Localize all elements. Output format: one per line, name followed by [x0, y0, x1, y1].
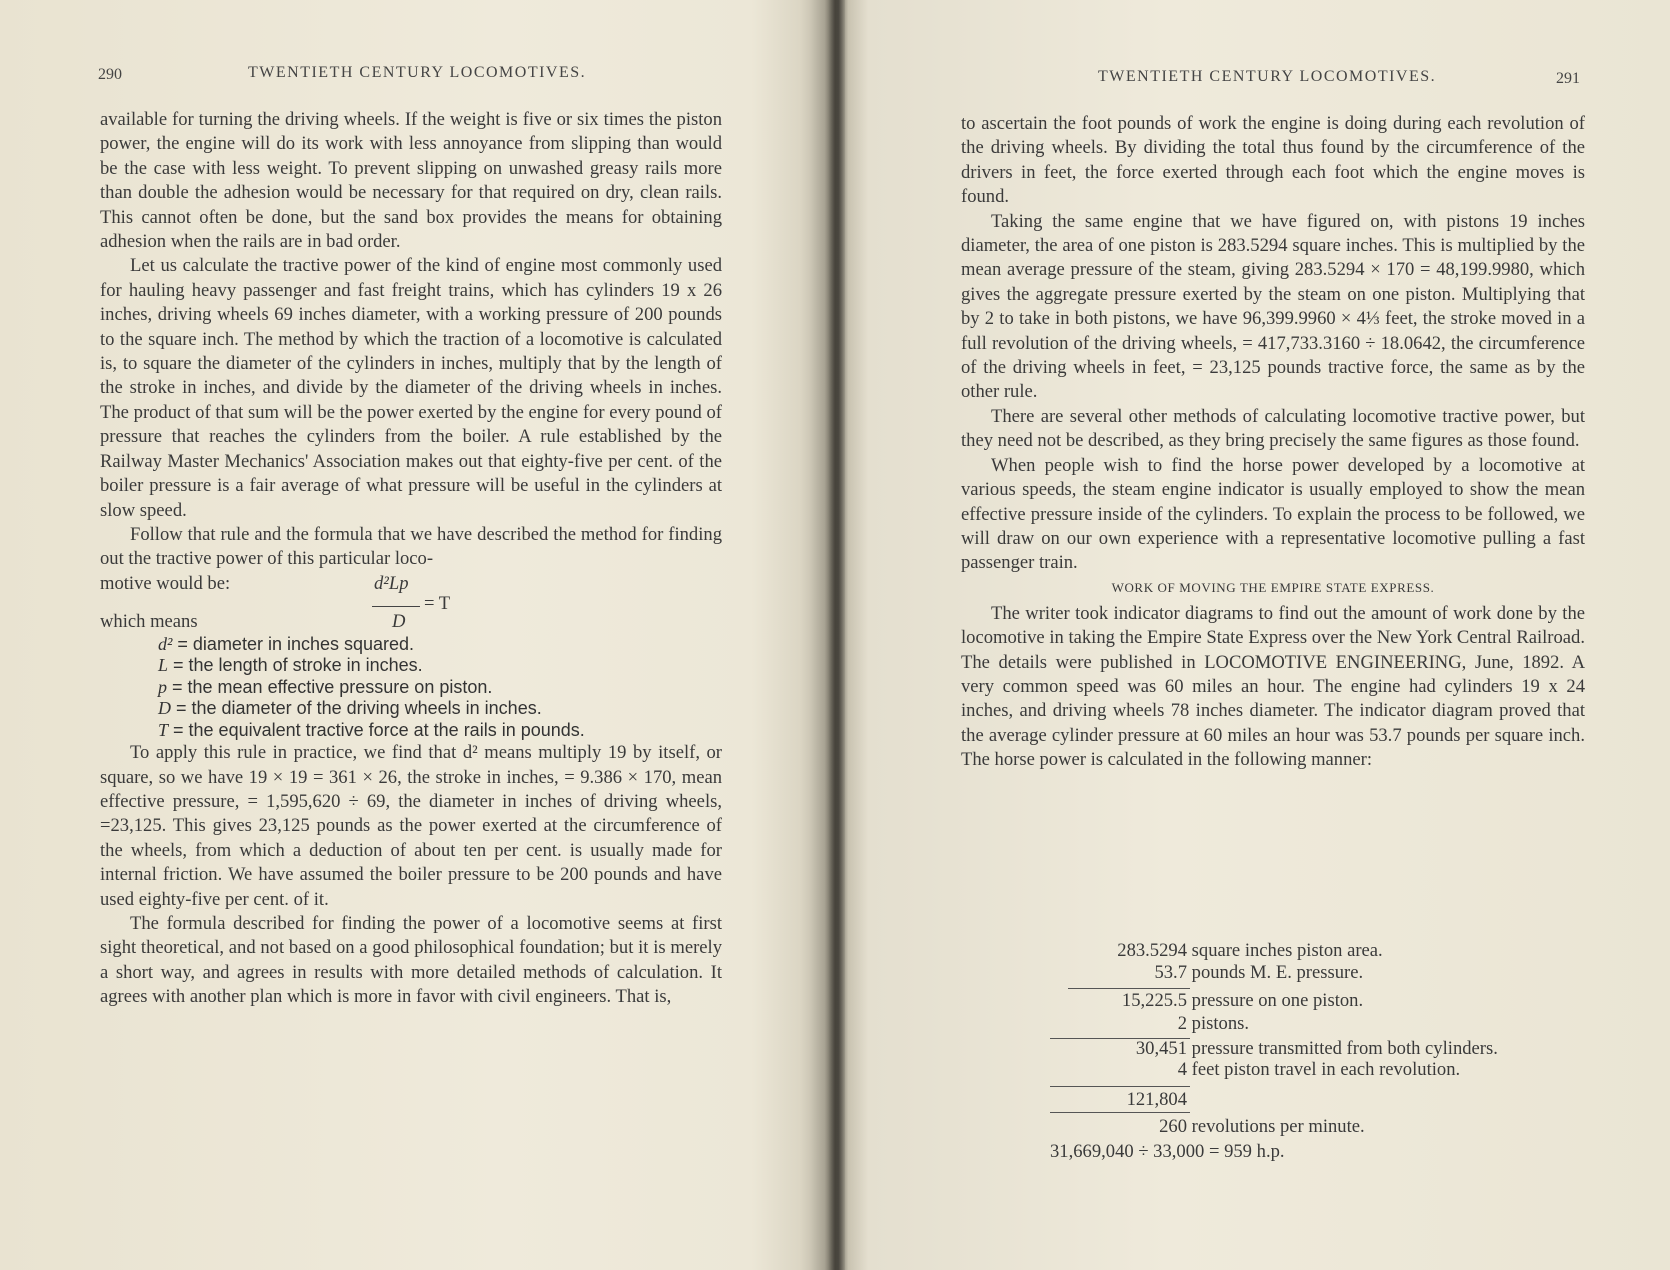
- left-running-header: TWENTIETH CENTURY LOCOMOTIVES.: [248, 64, 587, 81]
- formula-fraction-bar: [372, 606, 420, 607]
- formula-definitions: [158, 634, 722, 742]
- calc-row: 15,225.5 pressure on one piston.: [1121, 990, 1364, 1011]
- calc-row: 2 pistons.: [1177, 1013, 1249, 1034]
- sum-rule: [1068, 988, 1190, 989]
- left-page: [0, 0, 820, 1270]
- right-running-header: TWENTIETH CENTURY LOCOMOTIVES.: [1098, 68, 1437, 85]
- right-paragraph-3: There are several other methods of calculating locomotive tractive power, but they need not be described, as they bring precisely the same figures as those found.: [961, 405, 1585, 452]
- left-paragraph-5: The formula described for finding the power of a locomotive seems at first sight theoretical, and not based on a good philosophical foundation; but it is merely a short way, and agrees in results with more detailed methods of calculation. It agrees with another plan which is more in favor with civil engineers. That is,: [100, 913, 722, 1008]
- calc-row-total: 31,669,040 ÷ 33,000 = 959 h.p.: [1050, 1141, 1285, 1162]
- right-paragraph-2: Taking the same engine that we have figured on, with pistons 19 inches diameter, the area of one piston is 283.5294 square inches. This is multiplied by the mean average pressure of the steam, giving 283.5294 × 170 = 48,199.9980, which gives the aggregate pressure exerted by the steam on one piston. Multiplying that by 2 to take in both pistons, we have 96,399.9960 × 4⅓ feet, the stroke moved in a full revolution of the driving wheels, = 417,733.3160 ÷ 18.0642, the circumference of the driving wheels in feet, = 23,125 pounds tractive force, the same as by the other rule.: [961, 210, 1585, 403]
- definition-item: p = the mean effective pressure on piston.: [158, 676, 493, 697]
- definition-item: T = the equivalent tractive force at the rails in pounds.: [158, 719, 585, 740]
- definition-item: D = the diameter of the driving wheels in inches.: [158, 698, 542, 719]
- definition-item: L = the length of stroke in inches.: [158, 655, 423, 676]
- left-body: [100, 108, 722, 1010]
- left-page-number: 290: [98, 66, 122, 83]
- left-paragraph-3: Follow that rule and the formula that we have described the method for finding out the tractive power of this particular loco-: [100, 523, 722, 570]
- right-paragraph-5: The writer took indicator diagrams to find out the amount of work done by the locomotive in taking the Empire State Express over the New York Central Railroad. The details were published in LOCOMOTIVE ENGINEERING, June, 1892. A very common speed was 60 miles an hour. The engine had cylinders 19 x 24 inches, and driving wheels 78 inches diameter. The indicator diagram proved that the average cylinder pressure at 60 miles an hour was 53.7 pounds per square inch. The horse power is calculated in the following manner:: [961, 602, 1585, 771]
- right-paragraph-4: When people wish to find the horse power developed by a locomotive at various speeds, the steam engine indicator is usually employed to show the mean effective pressure inside of the cylinders. To explain the process to be followed, we will draw on our own experience with a representative locomotive pulling a fast passenger train.: [961, 454, 1585, 574]
- calc-row: 4 feet piston travel in each revolution.: [1177, 1059, 1461, 1080]
- sum-rule: [1050, 1112, 1190, 1113]
- calc-row: 260 revolutions per minute.: [1159, 1116, 1365, 1137]
- sum-rule: [1050, 1086, 1190, 1087]
- right-page: [840, 0, 1670, 1270]
- calc-row: 30,451 pressure transmitted from both cylinders.: [1135, 1038, 1498, 1059]
- formula-numerator: d²Lp: [374, 572, 409, 594]
- which-means: which means: [100, 610, 198, 632]
- formula-lead: motive would be:: [100, 572, 231, 594]
- right-page-number: 291: [1556, 70, 1580, 87]
- left-paragraph-1: available for turning the driving wheels. If the weight is five or six times the piston power, the engine will do its work with less annoyance from slipping than would be the case with less weight. To prevent slipping on unwashed greasy rails more than double the adhesion would be necessary for that required on dry, clean rails. This cannot often be done, but the sand box provides the means for obtaining adhesion when the rails are in bad order.: [100, 109, 722, 253]
- definition-item: d² = diameter in inches squared.: [158, 633, 415, 654]
- calc-row: 283.5294 square inches piston area.: [1117, 940, 1383, 961]
- left-paragraph-2: Let us calculate the tractive power of the kind of engine most commonly used for hauling heavy passenger and fast freight trains, which has cylinders 19 x 26 inches, driving wheels 69 inches diameter, with a working pressure of 200 pounds to the square inch. The method by which the traction of a locomotive is calculated is, to square the diameter of the cylinders in inches, multiply that by the length of the stroke in inches, and divide by the diameter of the driving wheels in inches. The product of that sum will be the power exerted by the engine for every pound of pressure that reaches the cylinders from the boiler. A rule established by the Railway Master Mechanics' Association makes out that eighty-five per cent. of the boiler pressure is a fair average of what pressure will be useful in the cylinders at slow speed.: [100, 255, 722, 521]
- right-body: [961, 112, 1585, 773]
- left-paragraph-4: To apply this rule in practice, we find that d² means multiply 19 by itself, or square, so we have 19 × 19 = 361 × 26, the stroke in inches, = 9.386 × 170, mean effective pressure, = 1,595,620 ÷ 69, the diameter in inches of driving wheels, =23,125. This gives 23,125 pounds as the power exerted at the circumference of the wheels, from which a deduction of about ten per cent. is usually made for internal friction. We have assumed the boiler pressure to be 200 pounds and have used eighty-five per cent. of it.: [100, 742, 722, 910]
- tractive-formula: [100, 572, 722, 634]
- section-heading: WORK OF MOVING THE EMPIRE STATE EXPRESS.: [1111, 579, 1435, 595]
- right-paragraph-1: to ascertain the foot pounds of work the engine is doing during each revolution of the driving wheels. By dividing the total thus found by the circumference of the drivers in feet, the force exerted through each foot which the engine moves is found.: [961, 113, 1585, 208]
- formula-denominator: D: [392, 610, 406, 632]
- calc-row: 121,804: [1126, 1089, 1187, 1110]
- calc-row: 53.7 pounds M. E. pressure.: [1154, 962, 1364, 983]
- formula-result: = T: [424, 592, 451, 614]
